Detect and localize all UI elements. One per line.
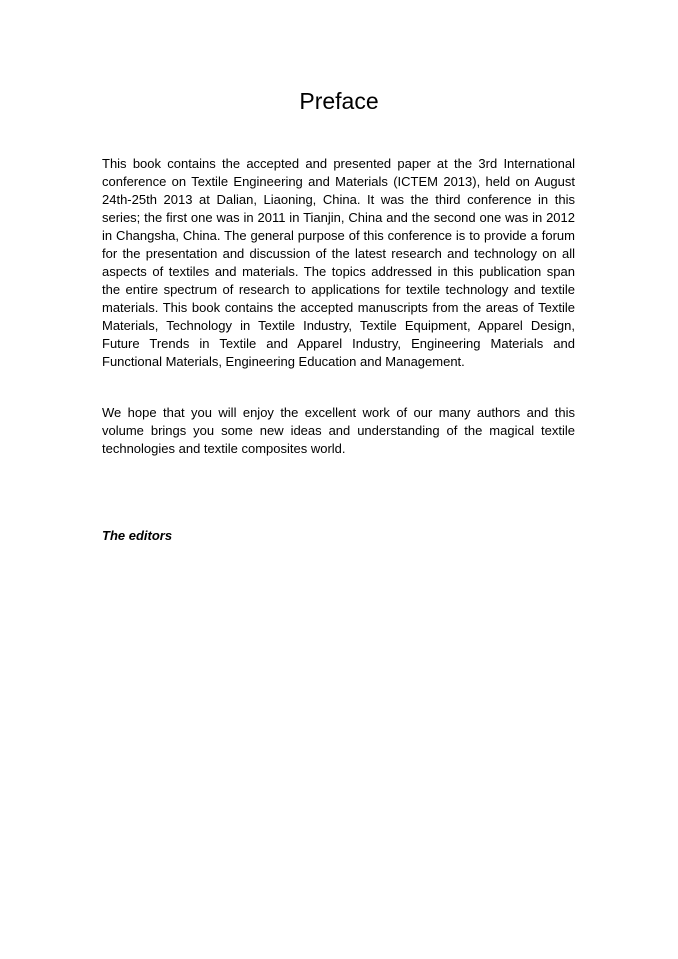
page-title: Preface [299,88,379,114]
preface-paragraph-2: We hope that you will enjoy the excellent work of our many authors and this volume brings you some new ideas and understanding of the magical textile technologies and textile composites world. [102,405,575,456]
preface-paragraph-1: This book contains the accepted and presented paper at the 3rd International conference on Textile Engineering and Materials (ICTEM 2013), held on August 24th-25th 2013 at Dalian, Liaoning, China. It was the third conference in this series; the first one was in 2011 in Tianjin, China and the second one was in 2012 in Changsha, China. The general purpose of this conference is to provide a forum for the presentation and discussion of the latest research and technology on all aspects of textiles and materials. The topics addressed in this publication span the entire spectrum of research to applications for textile technology and textile materials. This book contains the accepted manuscripts from the areas of Textile Materials, Technology in Textile Industry, Textile Equipment, Apparel Design, Future Trends in Textile and Apparel Industry, Engineering Materials and Functional Materials, Engineering Education and Management. [102,156,575,369]
editors-signature: The editors [102,528,173,543]
